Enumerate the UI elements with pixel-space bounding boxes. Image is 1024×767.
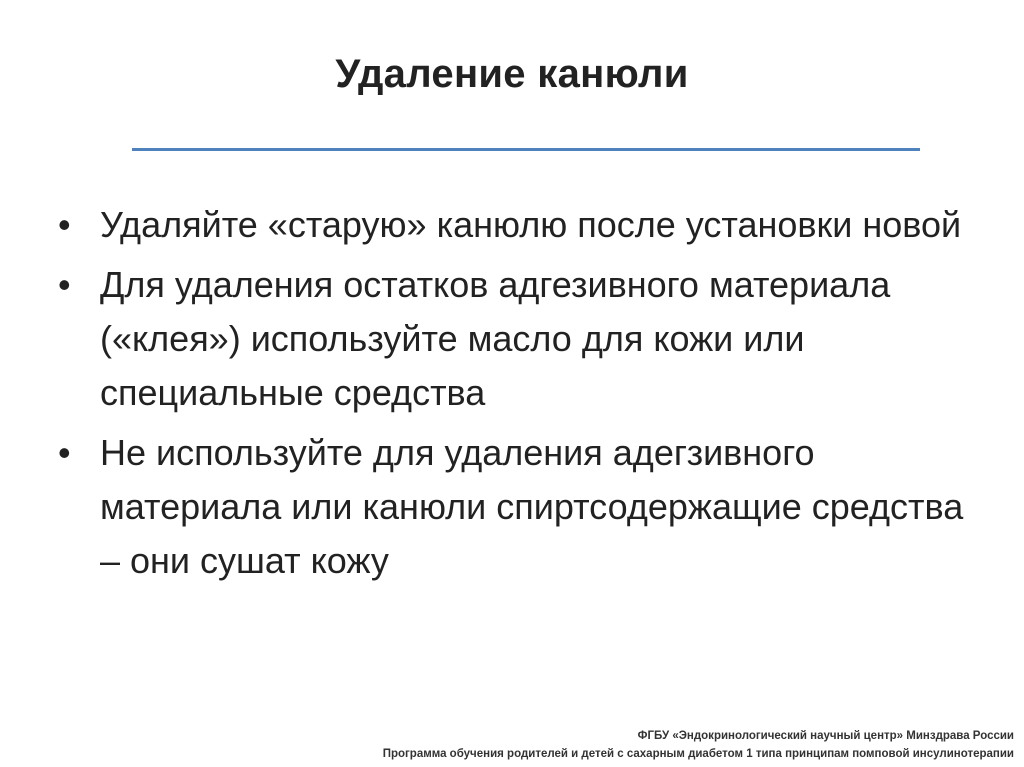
slide-title: Удаление канюли [335, 52, 689, 96]
bullet-icon: • [58, 204, 71, 245]
title-divider [132, 148, 920, 151]
bullet-icon: • [58, 432, 71, 473]
bullet-item-3 [58, 426, 978, 588]
bullet-list [58, 198, 978, 594]
footer-line-1: ФГБУ «Эндокринологический научный центр» Минздрава России [637, 730, 1014, 742]
bullet-item-1 [58, 198, 978, 252]
bullet-text: Удаляйте «старую» канюлю после установки новой [100, 204, 962, 245]
bullet-item-2 [58, 258, 978, 420]
bullet-text: Не используйте для удаления адегзивного материала или канюли спиртсодержащие средства – они сушат кожу [100, 432, 964, 581]
footer [383, 727, 1014, 763]
bullet-text: Для удаления остатков адгезивного материала («клея») используйте масло для кожи или специальные средства [100, 264, 891, 413]
bullet-icon: • [58, 264, 71, 305]
footer-line-2: Программа обучения родителей и детей с сахарным диабетом 1 типа принципам помповой инсулинотерапии [382, 748, 1014, 760]
